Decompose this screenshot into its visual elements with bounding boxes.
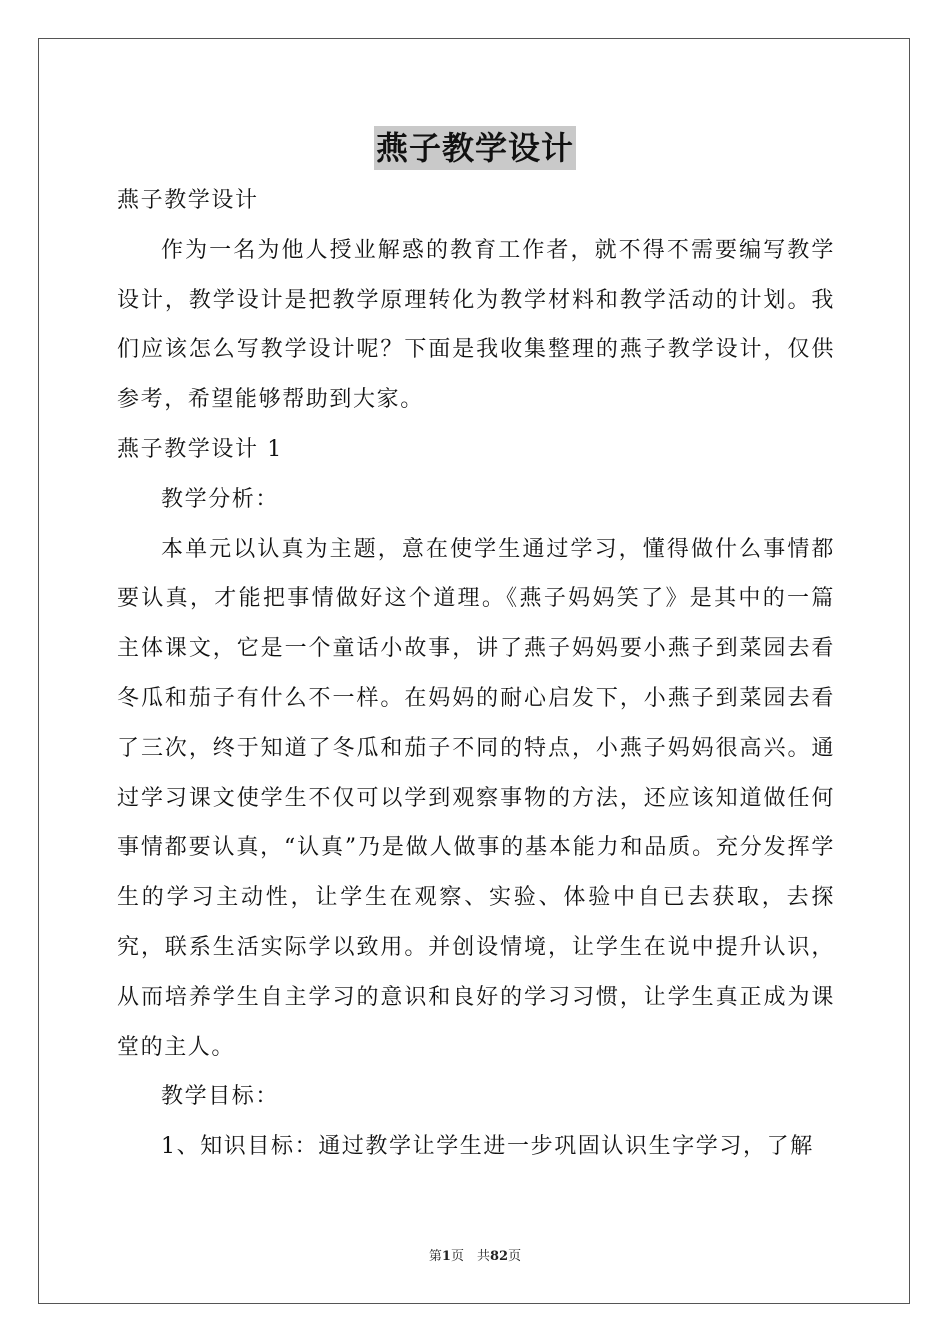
- footer-mid: 页 共: [450, 1249, 490, 1264]
- footer-suffix: 页: [508, 1249, 522, 1264]
- analysis-paragraph: 本单元以认真为主题，意在使学生通过学习，懂得做什么事情都要认真，才能把事情做好这个道理。《燕子妈妈笑了》是其中的一篇主体课文，它是一个童话小故事，讲了燕子妈妈要小燕子到菜园去看冬瓜和茄子有什么不一样。在妈妈的耐心启发下，小燕子到菜园去看了三次，终于知道了冬瓜和茄子不同的特点，小燕子妈妈很高兴。通过学习课文使学生不仅可以学到观察事物的方法，还应该知道做任何事情都要认真，“认真”乃是做人做事的基本能力和品质。充分发挥学生的学习主动性，让学生在观察、实验、体验中自已去获取，去探究，联系生活实际学以致用。并创设情境，让学生在说中提升认识，从而培养学生自主学习的意识和良好的学习习惯，让学生真正成为课堂的主人。: [117, 536, 835, 1060]
- page-number: 1: [441, 1249, 451, 1264]
- section-heading: 燕子教学设计 1: [117, 436, 283, 462]
- objective-item: 1、知识目标：通过教学让学生进一步巩固认识生字学习，了解: [161, 1134, 814, 1160]
- intro-paragraph: 作为一名为他人授业解惑的教育工作者，就不得不需要编写教学设计，教学设计是把教学原理转化为教学材料和教学活动的计划。我们应该怎么写教学设计呢？下面是我收集整理的燕子教学设计，仅供参考，希望能够帮助到大家。: [117, 237, 835, 413]
- section-heading: 燕子教学设计: [117, 188, 259, 213]
- page-total: 82: [489, 1249, 509, 1264]
- objectives-heading: 教学目标：: [161, 1084, 280, 1110]
- page-footer: [0, 1245, 950, 1264]
- footer-prefix: 第: [428, 1249, 442, 1264]
- document-body: [117, 176, 835, 1172]
- analysis-heading: 教学分析：: [161, 486, 280, 512]
- title-container: [0, 126, 950, 170]
- document-title: 燕子教学设计: [374, 126, 576, 170]
